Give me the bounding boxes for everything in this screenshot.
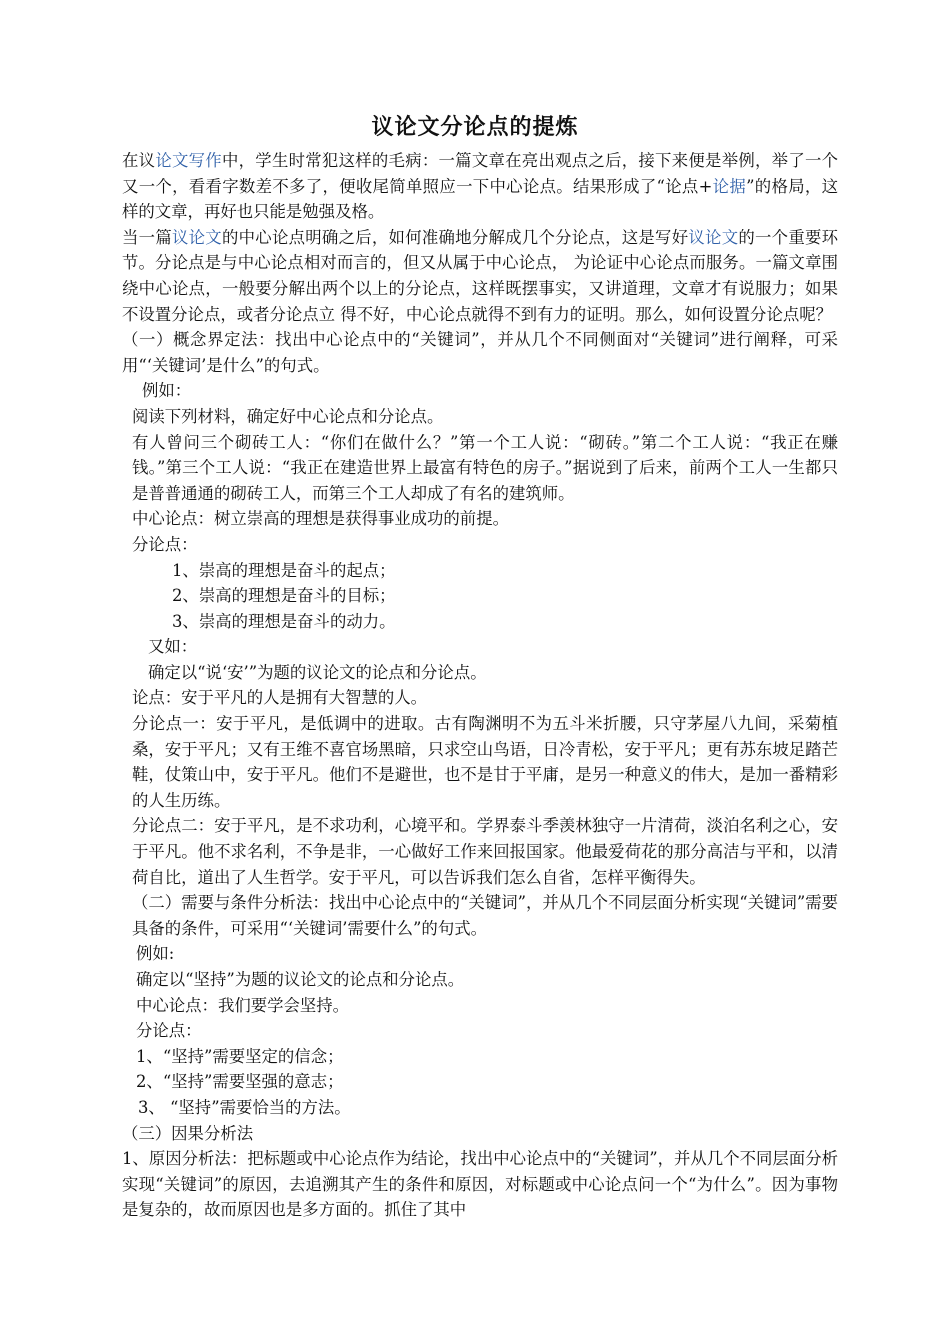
para2-text-2: 的中心论点明确之后，如何准确地分解成几个分论点，这是写好 bbox=[221, 227, 689, 247]
document-title: 议论文分论点的提炼 bbox=[371, 115, 579, 140]
section1-again-sub2: 分论点二：安于平凡，是不求功利，心境平和。学界泰斗季羡林独守一片清荷，淡泊名利之心，安于平凡。他不求名利，不争是非，一心做好工作来回报国家。他最爱荷花的那分高洁与平和，以清荷自比，道出了人生哲学。安于平凡，可以告诉我们怎么自省，怎样平衡得失。 bbox=[132, 816, 838, 887]
section1-again-sub1: 分论点一：安于平凡，是低调中的进取。古有陶渊明不为五斗米折腰，只守茅屋八九间，采菊植桑，安于平凡；又有王维不喜官场黑暗，只求空山鸟语，日冷青松，安于平凡；更有苏东坡足踏芒鞋，仗策山中，安于平凡。他们不是避世，也不是甘于平庸，是另一种意义的伟大，是加一番精彩的人生历练。 bbox=[132, 714, 838, 810]
intro-text-3: ”的格局，这样的文章，再好也只能是勉强及格。 bbox=[122, 176, 838, 222]
section1-center-point: 中心论点：树立崇高的理想是获得事业成功的前提。 bbox=[132, 509, 509, 529]
section3-method1: 1、原因分析法：把标题或中心论点作为结论，找出中心论点中的“关键词”，并从几个不同层面分析实现“关键词”的原因，去追溯其产生的条件和原因，对标题或中心论点问一个“为什么”。因为事物是复杂的，故而原因也是多方面的。抓住了其中 bbox=[122, 1149, 838, 1220]
para2-text-3: 的一个重要环节。分论点是与中心论点相对而言的，但又从属于中心论点， 为论证中心论点而服务。一篇文章围绕中心论点，一般要分解出两个以上的分论点，这样既摆事实，又讲道理，文章才有说服力；如果不设置分论点，或者分论点立 得不好，中心论点就得不到有力的证明。那么，如何设置分论点呢？ bbox=[122, 227, 839, 324]
section1-heading: （一）概念界定法：找出中心论点中的“关键词”，并从几个不同侧面对“关键词”进行阐释，可采用“‘关键词’是什么”的句式。 bbox=[122, 330, 838, 375]
intro-paragraph bbox=[122, 148, 838, 225]
section1-again-label: 又如： bbox=[148, 637, 198, 657]
section1-again-center: 论点：安于平凡的人是拥有大智慧的人。 bbox=[132, 688, 428, 708]
section2-example-label: 例如: bbox=[136, 944, 175, 964]
document-body bbox=[122, 148, 838, 1223]
section1-sub-point: 1、崇高的理想是奋斗的起点； bbox=[172, 560, 396, 580]
section1-sub-point: 3、崇高的理想是奋斗的动力。 bbox=[172, 611, 396, 631]
para2-text-1: 当一篇 bbox=[122, 227, 172, 247]
section1-instruction: 阅读下列材料，确定好中心论点和分论点。 bbox=[132, 406, 444, 426]
section1-sub-label: 分论点： bbox=[132, 534, 198, 554]
section2-sub-label: 分论点： bbox=[136, 1021, 202, 1041]
section1-sub-point: 2、崇高的理想是奋斗的目标； bbox=[172, 586, 396, 606]
section1-material: 有人曾问三个砌砖工人：“你们在做什么？”第一个工人说：“砌砖。”第二个工人说：“我正在赚钱。”第三个工人说：“我正在建造世界上最富有特色的房子。”据说到了后来，前两个工人一生都只是普普通通的砌砖工人，而第三个工人却成了有名的建筑师。 bbox=[132, 432, 838, 503]
link-yilunwen-2[interactable]: 议论文 bbox=[688, 227, 739, 247]
link-lunju[interactable]: 论据 bbox=[712, 176, 747, 196]
intro-text-1: 在议 bbox=[122, 151, 156, 170]
second-paragraph bbox=[122, 225, 838, 327]
section2-sub-point: 2、“坚持”需要坚强的意志； bbox=[136, 1072, 344, 1092]
section1-again-instruction: 确定以“说‘安’”为题的议论文的论点和分论点。 bbox=[148, 662, 487, 682]
section3-heading: （三）因果分析法 bbox=[122, 1123, 254, 1143]
section2-heading: （二）需要与条件分析法：找出中心论点中的“关键词”，并从几个不同层面分析实现“关键词”需要具备的条件，可采用“‘关键词’需要什么”的句式。 bbox=[132, 893, 838, 938]
intro-text-2: 中，学生时常犯这样的毛病：一篇文章在亮出观点之后，接下来便是举例，举了一个又一个，看看字数差不多了，便收尾简单照应一下中心论点。结果形成了“论点+ bbox=[122, 151, 839, 196]
section2-sub-point: 1、“坚持”需要坚定的信念； bbox=[136, 1046, 344, 1066]
section2-sub-point: 3、 “坚持”需要恰当的方法。 bbox=[138, 1097, 351, 1117]
section2-center-point: 中心论点：我们要学会坚持。 bbox=[136, 995, 350, 1015]
link-yilunwen-1[interactable]: 议论文 bbox=[171, 227, 222, 247]
section2-instruction: 确定以“坚持”为题的议论文的论点和分论点。 bbox=[136, 970, 465, 989]
section1-example-label: 例如： bbox=[142, 381, 192, 401]
link-lunwen-xiezuo[interactable]: 论文写作 bbox=[155, 151, 222, 170]
